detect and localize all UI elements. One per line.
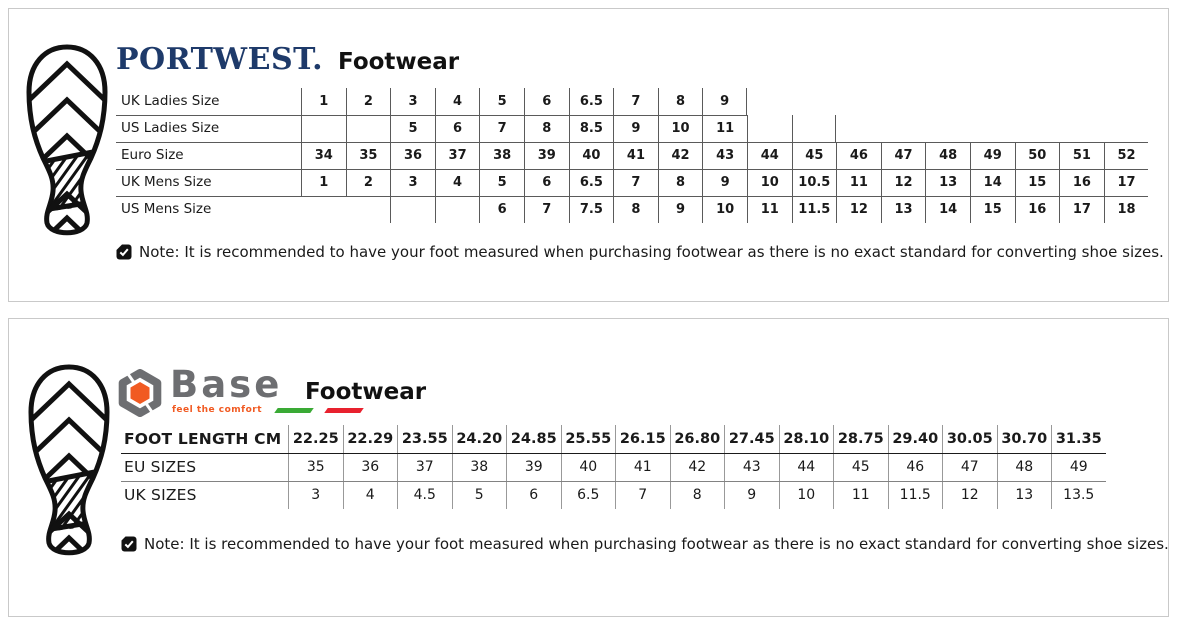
size-cell: 16 <box>1015 196 1060 223</box>
size-cell: 26.15 <box>615 425 670 453</box>
table-rule <box>116 142 1148 143</box>
size-cell: 5 <box>479 88 524 115</box>
size-cell: 51 <box>1059 142 1104 169</box>
row-label: UK Mens Size <box>121 174 212 190</box>
note-check-icon <box>121 536 137 552</box>
size-cell: 9 <box>613 115 658 142</box>
size-cell: 48 <box>925 142 970 169</box>
empty-cell <box>970 115 1015 142</box>
size-cell: 27.45 <box>724 425 779 453</box>
size-cell <box>346 115 391 142</box>
size-cell: 34 <box>301 142 346 169</box>
size-cell: 29.40 <box>888 425 943 453</box>
size-cell: 3 <box>390 88 435 115</box>
base-hex-logo-icon <box>116 369 164 417</box>
size-cell: 48 <box>997 453 1052 481</box>
size-cell: 3 <box>288 481 343 509</box>
empty-cell <box>925 115 970 142</box>
size-cell: 11 <box>833 481 888 509</box>
size-cell: 42 <box>670 453 725 481</box>
size-cell <box>301 115 346 142</box>
size-cell: 7.5 <box>569 196 614 223</box>
size-cell: 12 <box>836 196 881 223</box>
size-cell: 45 <box>792 142 837 169</box>
size-cell: 44 <box>779 453 834 481</box>
size-cell: 38 <box>479 142 524 169</box>
size-cell: 13 <box>925 169 970 196</box>
size-cell: 18 <box>1104 196 1149 223</box>
size-cell: 8 <box>524 115 569 142</box>
size-cell: 5 <box>390 115 435 142</box>
size-cell: 5 <box>479 169 524 196</box>
size-table-row <box>116 169 1149 196</box>
shoe-sole-print-icon <box>23 44 111 240</box>
size-cell: 30.05 <box>942 425 997 453</box>
row-label: FOOT LENGTH CM <box>124 430 282 448</box>
size-cell: 10 <box>779 481 834 509</box>
row-label: UK SIZES <box>124 486 197 504</box>
size-cell: 12 <box>942 481 997 509</box>
size-cell: 39 <box>506 453 561 481</box>
size-cell: 49 <box>1051 453 1106 481</box>
empty-cell <box>881 88 926 115</box>
size-cell: 1 <box>301 169 346 196</box>
table-rule <box>116 115 747 116</box>
row-label: Euro Size <box>121 147 184 163</box>
size-cell: 7 <box>615 481 670 509</box>
size-cell: 28.75 <box>833 425 888 453</box>
size-cell: 6 <box>524 169 569 196</box>
portwest-note <box>116 243 1164 261</box>
size-cell: 6 <box>435 115 480 142</box>
row-label: EU SIZES <box>124 458 197 476</box>
table-rule <box>116 196 1148 197</box>
size-cell: 36 <box>390 142 435 169</box>
size-cell: 8 <box>658 169 703 196</box>
red-flag-bar <box>324 408 364 413</box>
size-cell: 2 <box>346 169 391 196</box>
size-cell: 11.5 <box>792 196 837 223</box>
size-cell: 6.5 <box>561 481 616 509</box>
size-cell: 1 <box>301 88 346 115</box>
size-cell: 49 <box>970 142 1015 169</box>
size-cell: 14 <box>970 169 1015 196</box>
size-cell: 35 <box>288 453 343 481</box>
size-cell: 11.5 <box>888 481 943 509</box>
size-cell: 7 <box>613 169 658 196</box>
size-cell: 10 <box>747 169 792 196</box>
size-cell: 13 <box>881 196 926 223</box>
size-cell: 11 <box>836 169 881 196</box>
size-cell: 10 <box>658 115 703 142</box>
size-cell: 9 <box>702 169 747 196</box>
size-cell: 10 <box>702 196 747 223</box>
portwest-title-suffix: Footwear <box>338 49 460 75</box>
empty-cell <box>1015 88 1060 115</box>
size-cell: 40 <box>561 453 616 481</box>
size-cell: 3 <box>390 169 435 196</box>
size-cell: 13.5 <box>1051 481 1106 509</box>
size-cell: 17 <box>1104 169 1149 196</box>
size-cell: 50 <box>1015 142 1060 169</box>
empty-cell <box>1104 88 1149 115</box>
table-rule <box>121 481 1106 482</box>
size-cell: 38 <box>452 453 507 481</box>
size-cell: 24.85 <box>506 425 561 453</box>
table-rule <box>121 453 1106 454</box>
empty-cell <box>836 88 881 115</box>
empty-cell <box>970 88 1015 115</box>
base-note <box>121 535 1169 553</box>
size-cell: 11 <box>702 115 747 142</box>
size-cell: 26.80 <box>670 425 725 453</box>
portwest-panel <box>8 8 1169 302</box>
empty-cell <box>346 196 391 223</box>
size-cell: 8 <box>670 481 725 509</box>
empty-cell <box>925 88 970 115</box>
base-panel <box>8 318 1169 617</box>
size-table-row <box>121 425 1106 453</box>
size-cell: 40 <box>569 142 614 169</box>
table-rule <box>116 169 1148 170</box>
row-label: UK Ladies Size <box>121 93 220 109</box>
size-cell: 41 <box>613 142 658 169</box>
size-cell: 8 <box>613 196 658 223</box>
size-cell: 31.35 <box>1051 425 1106 453</box>
size-cell: 13 <box>997 481 1052 509</box>
note-text: Note: It is recommended to have your foot measured when purchasing footwear as there is no exact standard for converting shoe sizes. <box>144 535 1169 553</box>
shoe-sole-print-icon <box>25 364 113 560</box>
size-table-row <box>121 453 1106 481</box>
size-cell: 43 <box>702 142 747 169</box>
size-cell: 10.5 <box>792 169 837 196</box>
empty-cell <box>301 196 346 223</box>
size-cell: 37 <box>435 142 480 169</box>
size-cell: 47 <box>881 142 926 169</box>
size-cell: 17 <box>1059 196 1104 223</box>
size-cell: 7 <box>479 115 524 142</box>
base-tagline <box>172 405 362 415</box>
size-cell: 30.70 <box>997 425 1052 453</box>
size-cell: 47 <box>942 453 997 481</box>
size-cell: 12 <box>881 169 926 196</box>
size-cell: 7 <box>613 88 658 115</box>
size-cell: 9 <box>702 88 747 115</box>
empty-cell <box>1059 88 1104 115</box>
size-cell: 7 <box>524 196 569 223</box>
size-table-row <box>116 88 1149 115</box>
size-cell: 8.5 <box>569 115 614 142</box>
size-cell: 24.20 <box>452 425 507 453</box>
base-tagline-text: feel the comfort <box>172 405 263 415</box>
size-cell: 22.25 <box>288 425 343 453</box>
size-cell: 5 <box>452 481 507 509</box>
portwest-brand-logo: PORTWEST. <box>116 42 324 77</box>
size-cell: 6 <box>479 196 524 223</box>
portwest-size-table <box>116 88 1149 223</box>
size-cell: 22.29 <box>343 425 398 453</box>
size-cell: 46 <box>836 142 881 169</box>
empty-cell <box>1104 115 1149 142</box>
size-cell: 6 <box>506 481 561 509</box>
size-cell: 23.55 <box>397 425 452 453</box>
size-cell: 15 <box>970 196 1015 223</box>
size-cell: 4 <box>435 88 480 115</box>
size-cell: 28.10 <box>779 425 834 453</box>
base-brand-logo: Base <box>170 363 283 406</box>
row-label: US Mens Size <box>121 201 212 217</box>
size-cell: 37 <box>397 453 452 481</box>
size-cell: 6.5 <box>569 169 614 196</box>
size-table-row <box>116 142 1149 169</box>
size-cell: 42 <box>658 142 703 169</box>
size-cell: 6 <box>524 88 569 115</box>
size-cell: 16 <box>1059 169 1104 196</box>
size-cell: 11 <box>747 196 792 223</box>
size-table-row <box>116 115 1149 142</box>
size-cell: 39 <box>524 142 569 169</box>
size-cell: 52 <box>1104 142 1149 169</box>
green-flag-bar <box>274 408 314 413</box>
base-title-suffix: Footwear <box>305 379 427 405</box>
empty-cell <box>881 115 926 142</box>
size-cell: 9 <box>724 481 779 509</box>
size-table-row <box>121 481 1106 509</box>
portwest-title <box>116 42 460 77</box>
empty-cell <box>1059 115 1104 142</box>
size-cell: 14 <box>925 196 970 223</box>
size-cell: 44 <box>747 142 792 169</box>
empty-cell <box>1015 115 1060 142</box>
size-cell: 45 <box>833 453 888 481</box>
size-cell: 15 <box>1015 169 1060 196</box>
base-size-table <box>121 425 1106 509</box>
empty-cell <box>792 88 837 115</box>
note-check-icon <box>116 244 132 260</box>
size-cell: 8 <box>658 88 703 115</box>
size-cell: 41 <box>615 453 670 481</box>
size-cell: 35 <box>346 142 391 169</box>
size-cell <box>390 196 435 223</box>
size-cell <box>792 115 837 142</box>
size-cell: 2 <box>346 88 391 115</box>
size-cell: 25.55 <box>561 425 616 453</box>
size-cell: 43 <box>724 453 779 481</box>
size-cell: 4 <box>343 481 398 509</box>
size-cell: 46 <box>888 453 943 481</box>
size-cell: 9 <box>658 196 703 223</box>
size-table-row <box>116 196 1149 223</box>
size-cell: 4.5 <box>397 481 452 509</box>
empty-cell <box>747 88 792 115</box>
empty-cell <box>836 115 881 142</box>
size-cell <box>435 196 480 223</box>
size-cell: 36 <box>343 453 398 481</box>
size-cell: 4 <box>435 169 480 196</box>
row-label: US Ladies Size <box>121 120 220 136</box>
note-text: Note: It is recommended to have your foot measured when purchasing footwear as there is no exact standard for converting shoe sizes. <box>139 243 1164 261</box>
size-cell: 6.5 <box>569 88 614 115</box>
size-cell <box>747 115 792 142</box>
